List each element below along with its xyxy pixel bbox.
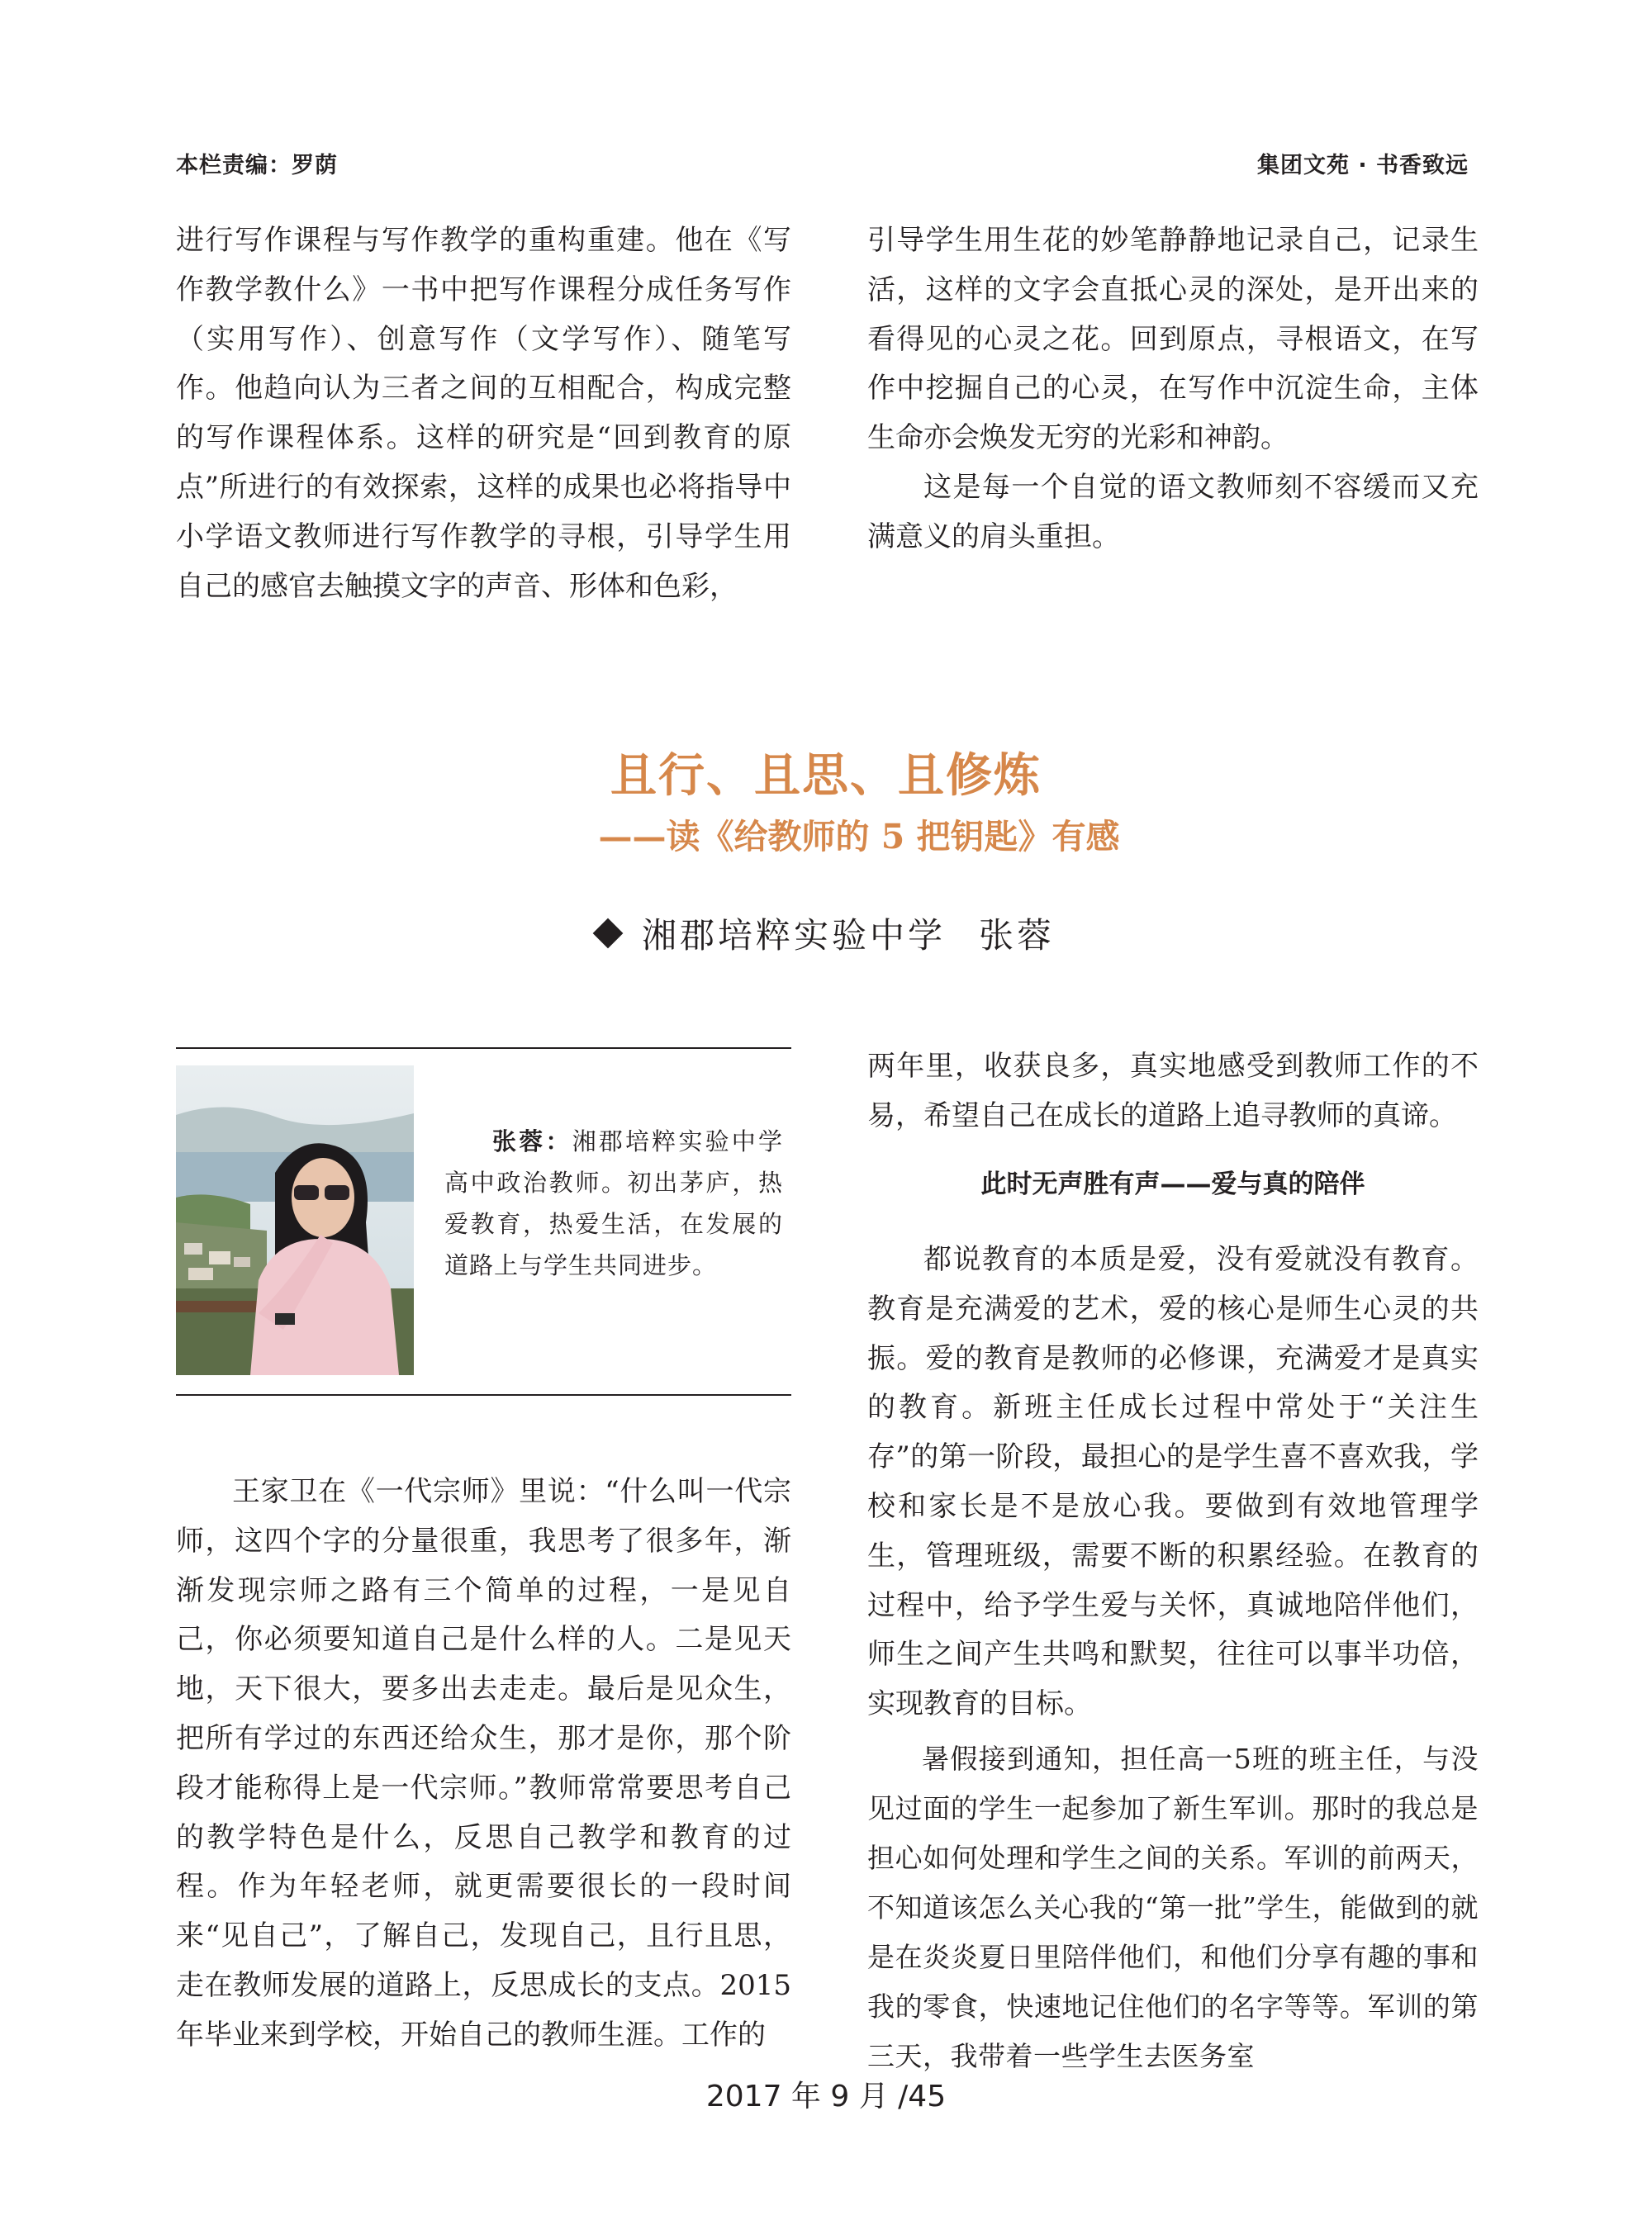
paragraph: 王家卫在《一代宗师》里说：“什么叫一代宗师，这四个字的分量很重，我思考了很多年，渐渐发现宗师之路有三个简单的过程，一是见自己，你必须要知道自己是什么样的人。二是见天地，天下很大，要多出去走走。最后是见众生，把所有学过的东西还给众生，那才是你，那个阶段才能称得上是一代宗师。”教师常常要思考自己的教学特色是什么，反思自己教学和教育的过程。作为年轻老师，就更需要很长的一段时间来“见自己”，了解自己，发现自己，且行且思，走在教师发展的道路上，反思成长的支点。2015年毕业来到学校，开始自己的教师生涯。工作的 [176,1475,791,2052]
top-left-column [176,216,791,611]
paragraph: 引导学生用生花的妙笔静静地记录自己，记录生活，这样的文字会直抵心灵的深处，是开出来的看得见的心灵之花。回到原点，寻根语文，在写作中挖掘自己的心灵，在写作中沉淀生命，主体生命亦会焕发无穷的光彩和神韵。 [867,224,1479,455]
article-title: 且行、且思、且修炼 [610,748,1042,803]
article-subtitle: ——读《给教师的 5 把钥匙》有感 [598,817,1120,856]
section-heading: 此时无声胜有声——爱与真的陪伴 [980,1169,1365,1199]
paragraph: 进行写作课程与写作教学的重构重建。他在《写作教学教什么》一书中把写作课程分成任务写作（实用写作）、创意写作（文学写作）、随笔写作。他趋向认为三者之间的互相配合，构成完整的写作课程体系。这样的研究是“回到教育的原点”所进行的有效探索，这样的成果也必将指导中小学语文教师进行写作教学的寻根，引导学生用自己的感官去触摸文字的声音、形体和色彩， [176,224,791,603]
top-right-column [867,216,1479,562]
paragraph: 暑假接到通知，担任高一5班的班主任，与没见过面的学生一起参加了新生军训。那时的我总是担心如何处理和学生之间的关系。军训的前两天，不知道该怎么关心我的“第一批”学生，能做到的就是在炎炎夏日里陪伴他们，和他们分享有趣的事和我的零食，快速地记住他们的名字等等。军训的第三天，我带着一些学生去医务室 [867,1742,1479,2072]
school-name: 湘郡培粹实验中学 [641,915,946,956]
bio-bottom-rule [176,1394,791,1396]
bio-text: 湘郡培粹实验中学高中政治教师。初出茅庐，热爱教育，热爱生活，在发展的道路上与学生共同进步。 [444,1127,783,1279]
bio-top-rule [176,1047,791,1049]
bio-name: 张蓉： [492,1127,572,1155]
paragraph: 两年里，收获良多，真实地感受到教师工作的不易，希望自己在成长的道路上追寻教师的真谛。 [867,1050,1479,1132]
author-photo [176,1065,414,1375]
column-editor: 本栏责编：罗荫 [176,153,338,178]
paragraph: 都说教育的本质是爱，没有爱就没有教育。教育是充满爱的艺术，爱的核心是师生心灵的共振。爱的教育是教师的必修课，充满爱才是真实的教育。新班主任成长过程中常处于“关注生存”的第一阶段，最担心的是学生喜不喜欢我，学校和家长是不是放心我。要做到有效地管理学生，管理班级，需要不断的积累经验。在教育的过程中，给予学生爱与关怀，真诚地陪伴他们，师生之间产生共鸣和默契，往往可以事半功倍，实现教育的目标。 [867,1243,1479,1721]
bottom-left-column [176,1468,791,2061]
page-footer: 2017 年 9 月 /45 [705,2080,947,2114]
bottom-right-continuation [867,1042,1479,1141]
author-name: 张蓉 [979,915,1056,956]
section-name: 集团文苑 · 书香致远 [1257,153,1469,178]
diamond-icon [593,918,624,949]
bottom-right-column [867,1236,1479,2081]
paragraph: 这是每一个自觉的语文教师刻不容缓而又充满意义的肩头重担。 [867,470,1479,553]
author-bio [444,1121,783,1286]
byline [0,909,1652,958]
